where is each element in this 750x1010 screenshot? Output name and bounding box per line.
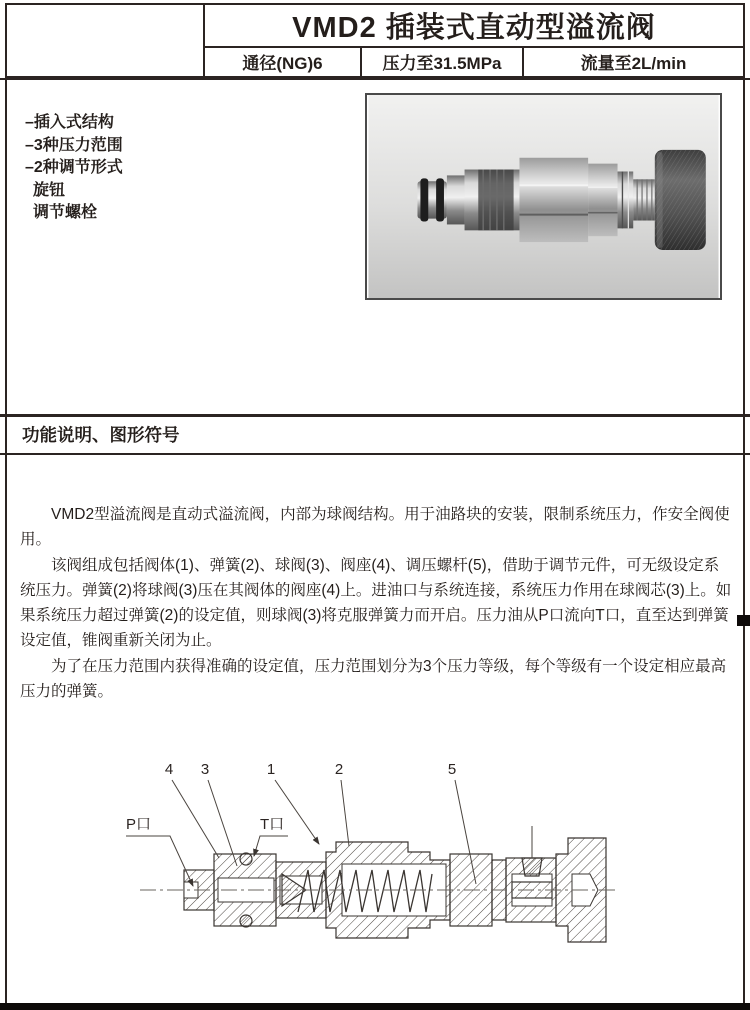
product-photo [365, 93, 722, 300]
callout-3: 3 [200, 761, 210, 778]
feature-item: 旋钮 [33, 181, 66, 199]
section-header: 功能说明、图形符号 [22, 425, 180, 445]
valve-cross-section [118, 750, 642, 968]
valve-photo-illustration [367, 95, 720, 298]
spec-diameter: 通径(NG)6 [242, 53, 323, 73]
feature-item: –插入式结构 [25, 114, 114, 131]
feature-list [25, 112, 123, 225]
spec-row [203, 46, 745, 78]
paragraph: 为了在压力范围内获得准确的设定值，压力范围划分为3个压力等级，每个等级有一个设定相应最高压力的弹簧。 [20, 657, 727, 701]
page-edge-tab [737, 615, 750, 626]
o-ring-bottom [240, 915, 252, 927]
p-port-label: P口 [126, 816, 152, 833]
header-empty-cell [5, 3, 205, 78]
callout-5: 5 [447, 761, 457, 778]
paragraph: VMD2型溢流阀是直动式溢流阀，内部为球阀结构。用于油路块的安装，限制系统压力，作安全阀使用。 [20, 506, 730, 549]
feature-item: –2种调节形式 [25, 159, 123, 176]
section-divider-bottom [0, 453, 750, 455]
page-footer-bar [0, 1003, 750, 1010]
callout-4: 4 [164, 761, 174, 778]
o-ring-top [240, 853, 252, 865]
callout-1: 1 [266, 761, 276, 778]
feature-item: 调节螺栓 [33, 204, 98, 221]
cross-section-diagram [118, 750, 642, 968]
function-description [20, 502, 732, 704]
page-title: VMD2 插装式直动型溢流阀 [203, 3, 745, 48]
paragraph: 该阀组成包括阀体(1)、弹簧(2)、球阀(3)、阀座(4)、调压螺杆(5)，借助于调节元件，可无级设定系统压力。弹簧(2)将球阀(3)压在其阀体的阀座(4)上。进油口与系统连接，系统压力作用在球阀芯(3)上。如果系统压力超过弹簧(2)的设定值，则球阀(3)将克服弹簧力而开启。压力油从P口流向T口，直至达到弹簧设定值，锥阀重新关闭为止。 [20, 556, 732, 650]
callout-2: 2 [334, 761, 344, 778]
screw-stud [522, 858, 542, 876]
feature-item: –3种压力范围 [25, 136, 123, 154]
t-port-label: T口 [260, 816, 285, 833]
section-divider-top [0, 414, 750, 417]
spec-flow: 流量至2L/min [522, 46, 743, 76]
spec-pressure: 压力至31.5MPa [360, 46, 522, 76]
